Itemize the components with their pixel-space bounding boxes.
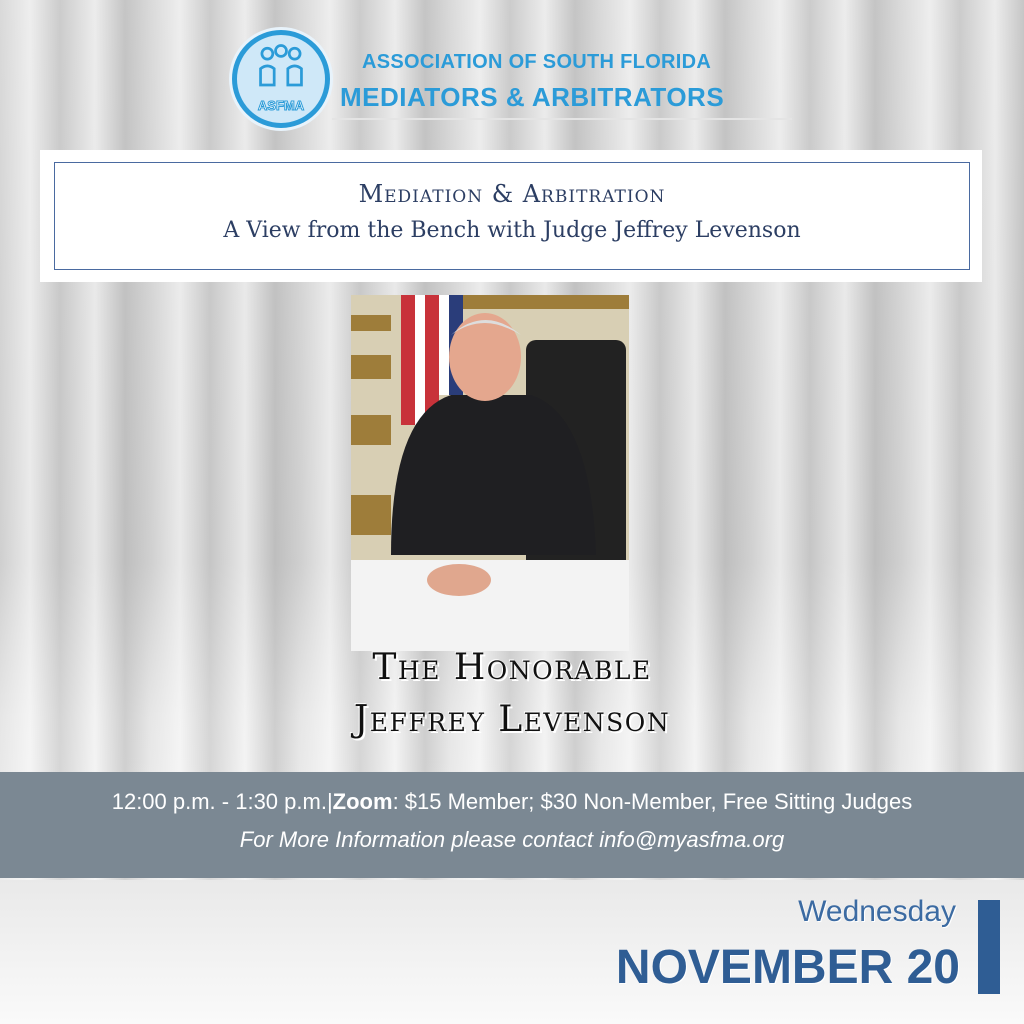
logo-line-1: ASSOCIATION OF SOUTH FLORIDA xyxy=(362,51,712,73)
separator: | xyxy=(326,789,333,814)
schedule-pricing xyxy=(0,788,1024,816)
title-banner xyxy=(40,150,982,282)
event-date: NOVEMBER 20 xyxy=(615,941,960,994)
platform-label: Zoom xyxy=(332,789,393,814)
event-time: 12:00 p.m. - 1:30 p.m. xyxy=(111,789,327,814)
event-title: Mediation & Arbitration xyxy=(358,180,666,208)
event-subtitle: A View from the Bench with Judge Jeffrey Levenson xyxy=(223,218,801,243)
speaker-photo xyxy=(351,295,629,651)
logo-underline xyxy=(332,118,792,120)
pricing-text: : $15 Member; $30 Non-Member, Free Sitting Judges xyxy=(392,789,913,814)
asfma-logo xyxy=(232,30,792,130)
speaker-honorific: The Honorable xyxy=(372,647,652,688)
seal-text: ASFMA xyxy=(257,98,305,113)
logo-line-2: MEDIATORS & ARBITRATORS xyxy=(340,82,725,112)
info-bar xyxy=(0,772,1024,878)
speaker-name: Jeffrey Levenson xyxy=(353,699,671,740)
people-emblem-icon xyxy=(251,39,311,97)
contact-info: For More Information please contact info@myasfma.org xyxy=(239,827,785,852)
date-accent-bar xyxy=(978,900,1000,994)
asfma-seal xyxy=(232,30,330,128)
event-weekday: Wednesday xyxy=(798,895,956,928)
